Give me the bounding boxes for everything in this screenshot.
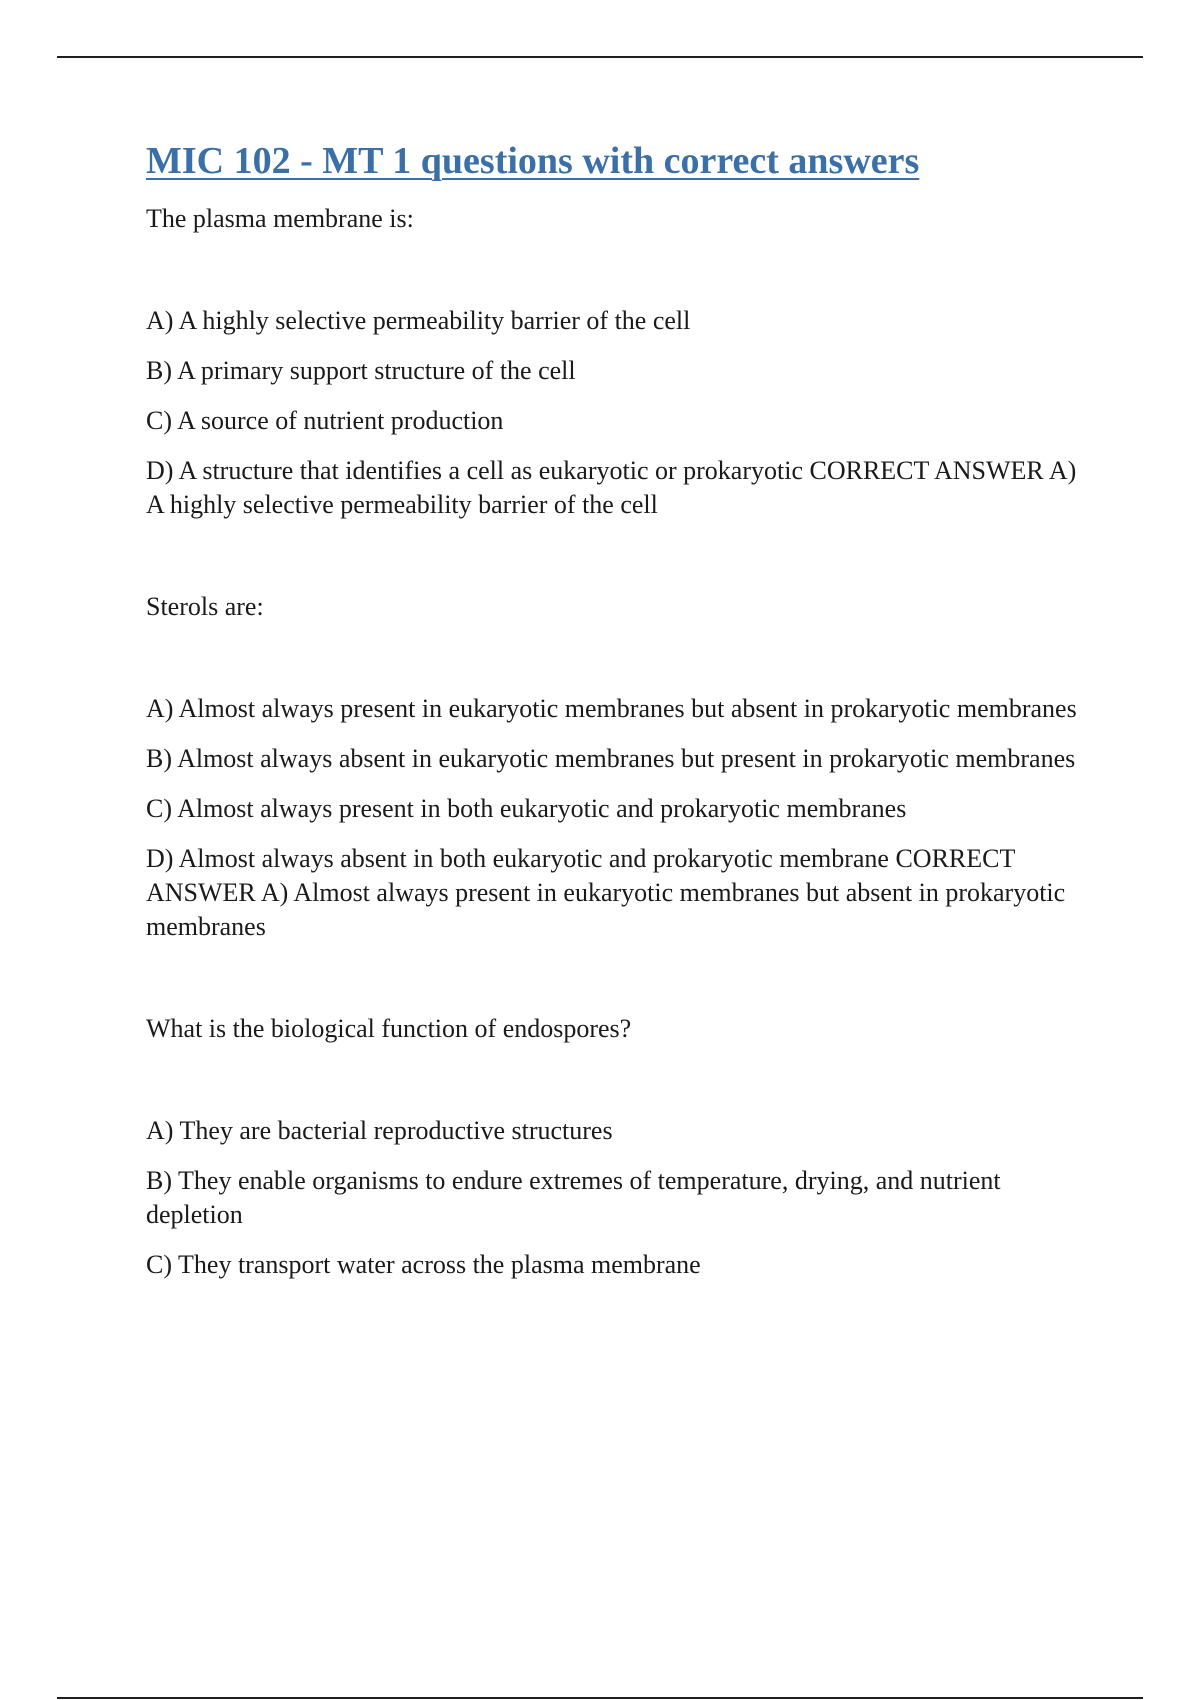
question-3: [146, 1012, 1086, 1282]
document-page: [146, 140, 1086, 1298]
question-2: [146, 590, 1086, 944]
answer-option: A) They are bacterial reproductive structures: [146, 1115, 613, 1145]
question-1: [146, 202, 1086, 522]
question-text: Sterols are:: [146, 591, 264, 621]
question-text: What is the biological function of endospores?: [146, 1013, 632, 1043]
answer-option-with-correct-answer: D) A structure that identifies a cell as eukaryotic or prokaryotic CORRECT ANSWER A) A highly selective permeability barrier of the cell: [146, 455, 1077, 519]
answer-option: B) They enable organisms to endure extremes of temperature, drying, and nutrient depletion: [146, 1165, 1001, 1229]
answer-option: C) Almost always present in both eukaryotic and prokaryotic membranes: [146, 793, 907, 823]
answer-option: A) A highly selective permeability barrier of the cell: [146, 305, 691, 335]
answer-option: C) They transport water across the plasma membrane: [146, 1249, 701, 1279]
answer-option-with-correct-answer: D) Almost always absent in both eukaryotic and prokaryotic membrane CORRECT ANSWER A) Almost always present in eukaryotic membranes but absent in prokaryotic membranes: [146, 843, 1066, 941]
bottom-rule: [57, 1697, 1143, 1699]
document-title: MIC 102 - MT 1 questions with correct answers: [146, 140, 920, 182]
answer-option: B) A primary support structure of the cell: [146, 355, 576, 385]
answer-option: A) Almost always present in eukaryotic membranes but absent in prokaryotic membranes: [146, 693, 1077, 723]
top-rule: [57, 56, 1143, 58]
question-text: The plasma membrane is:: [146, 203, 414, 233]
answer-option: C) A source of nutrient production: [146, 405, 504, 435]
answer-option: B) Almost always absent in eukaryotic membranes but present in prokaryotic membranes: [146, 743, 1076, 773]
